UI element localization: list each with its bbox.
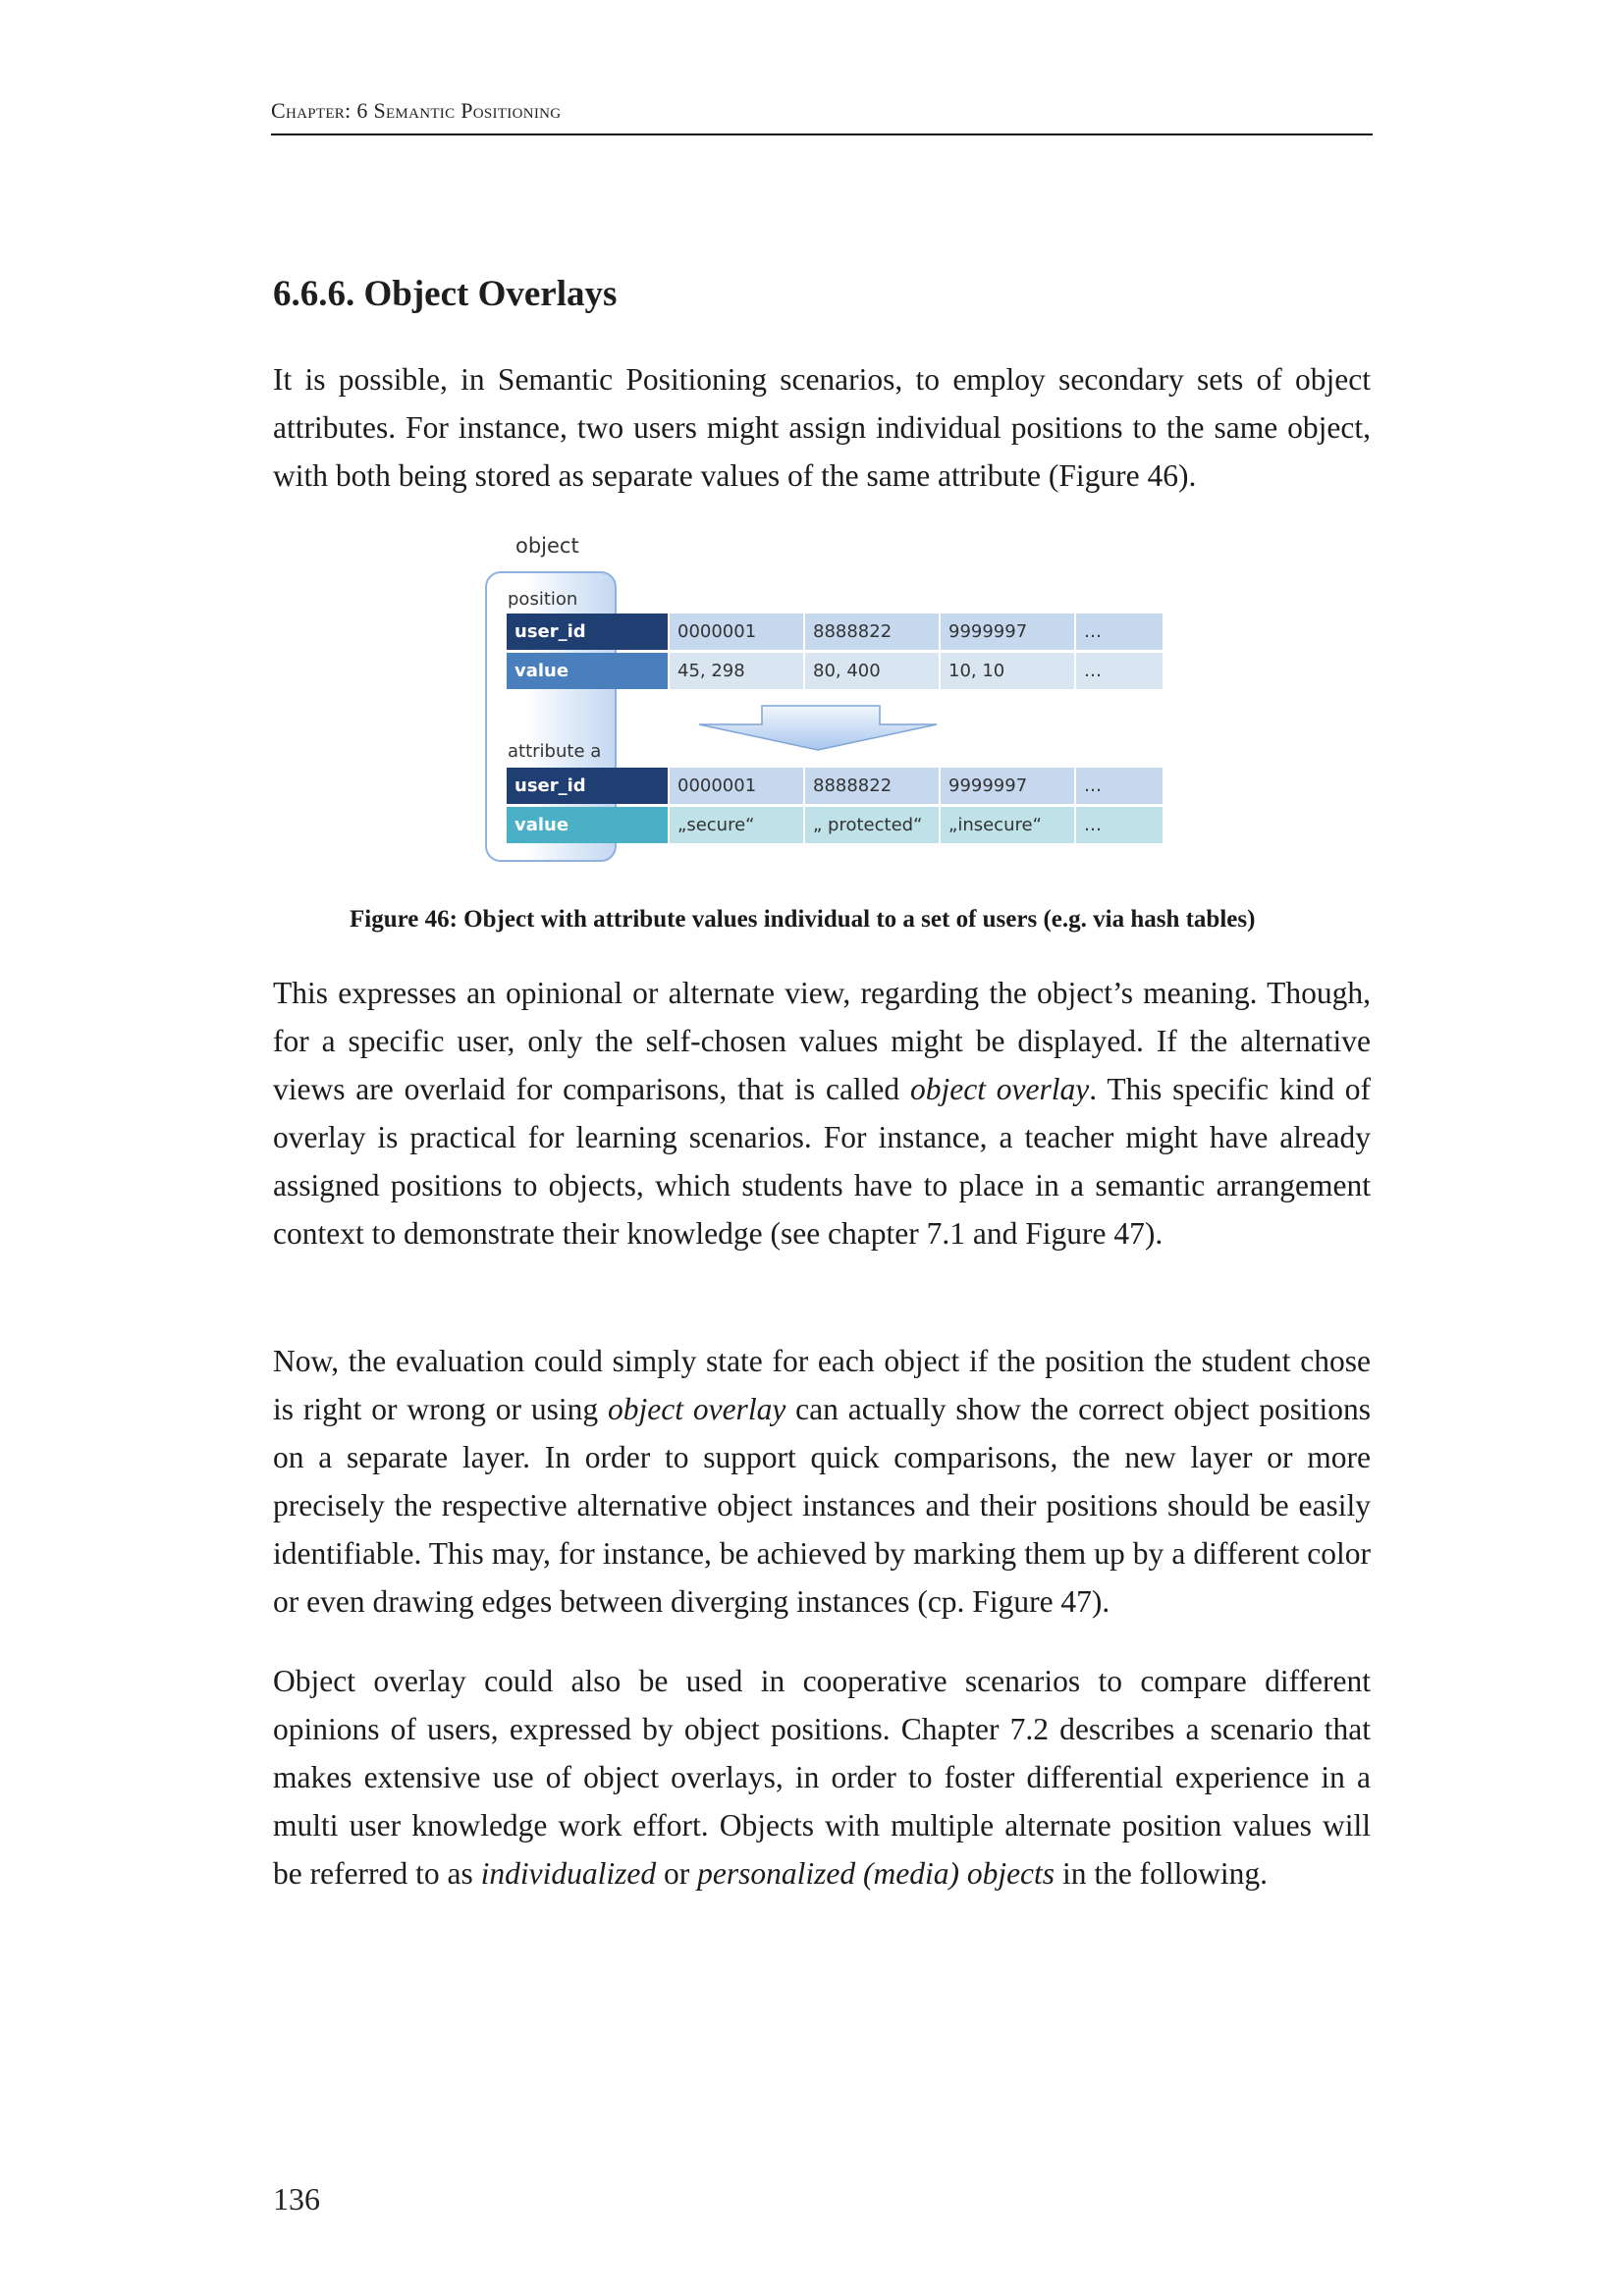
position-label: position [508, 589, 578, 610]
attribute-value-row [507, 807, 1163, 843]
text-run: Object overlay could also be used in cooperative scenarios to compare different opinions of users, expressed by object positions. Chapter 7.2 describes a scenario that makes extensive use of object overlays, in order to foster differential experience in a multi user knowledge work effort. Objects with multiple alternate position values will be referred to as [273, 1664, 1371, 1891]
page-number: 136 [273, 2181, 320, 2216]
table-cell: … [1076, 807, 1163, 843]
figure-caption: Figure 46: Object with attribute values individual to a set of users (e.g. via hash tables) [350, 906, 1256, 933]
paragraph-4 [273, 1657, 1371, 1897]
object-label: object [515, 534, 579, 558]
emphasis: object overlay [909, 1072, 1090, 1106]
text-run: This expresses an opinional or alternate view, regarding the object’s meaning. Though, for a specific user, only the self-chosen values might be displayed. If the alternative views are overlaid for comparisons, that is called [273, 976, 1371, 1106]
table-cell: „insecure“ [941, 807, 1076, 843]
row-header: user_id [507, 768, 670, 804]
table-cell: 80, 400 [805, 653, 941, 689]
figure-46 [481, 530, 1168, 864]
table-cell: 9999997 [941, 614, 1076, 650]
table-cell: … [1076, 768, 1163, 804]
table-cell: „ protected“ [805, 807, 941, 843]
table-cell: 8888822 [805, 614, 941, 650]
text-run: . This specific kind of overlay is practical for learning scenarios. For instance, a teacher might have already assigned positions to objects, which students have to place in a semantic arrangement context to demonstrate their knowledge (see chapter 7.1 and Figure 47). [273, 1072, 1372, 1251]
paragraph-2 [273, 969, 1371, 1257]
paragraph-1: It is possible, in Semantic Positioning scenarios, to employ secondary sets of object attributes. For instance, two users might assign individual positions to the same object, with both being stored as separate values of the same attribute (Figure 46). [273, 362, 1371, 493]
chapter-title: Semantic Positioning [373, 98, 562, 123]
text-run: Now, the evaluation could simply state for each object if the position the student chose is right or wrong or using [273, 1344, 1371, 1426]
text-run: in the following. [1055, 1856, 1269, 1891]
attribute-user-id-row [507, 768, 1163, 804]
chapter-prefix: Chapter: 6 [271, 98, 368, 123]
text-run: or [656, 1856, 698, 1891]
table-cell: 9999997 [941, 768, 1076, 804]
down-arrow-icon [695, 705, 941, 752]
section-heading: 6.6.6. Object Overlays [273, 274, 618, 314]
attribute-a-label: attribute a [508, 741, 602, 762]
table-cell: 0000001 [670, 768, 805, 804]
running-header [271, 98, 1373, 124]
table-cell: … [1076, 614, 1163, 650]
position-user-id-row [507, 614, 1163, 650]
row-header: user_id [507, 614, 670, 650]
table-cell: 10, 10 [941, 653, 1076, 689]
paragraph-3 [273, 1337, 1371, 1626]
table-cell: 8888822 [805, 768, 941, 804]
row-header: value [507, 653, 670, 689]
emphasis: individualized [480, 1856, 657, 1891]
emphasis: personalized (media) objects [697, 1856, 1056, 1891]
emphasis: object overlay [608, 1392, 786, 1426]
table-cell: 0000001 [670, 614, 805, 650]
row-header: value [507, 807, 670, 843]
table-cell: „secure“ [670, 807, 805, 843]
header-rule [271, 133, 1373, 135]
table-cell: 45, 298 [670, 653, 805, 689]
table-cell: … [1076, 653, 1163, 689]
text-run: can actually show the correct object positions on a separate layer. In order to support quick comparisons, the new layer or more precisely the respective alternative object instances and their positions should be easily identifiable. This may, for instance, be achieved by marking them up by a different color or even drawing edges between diverging instances (cp. Figure 47). [273, 1392, 1371, 1619]
position-value-row [507, 653, 1163, 689]
